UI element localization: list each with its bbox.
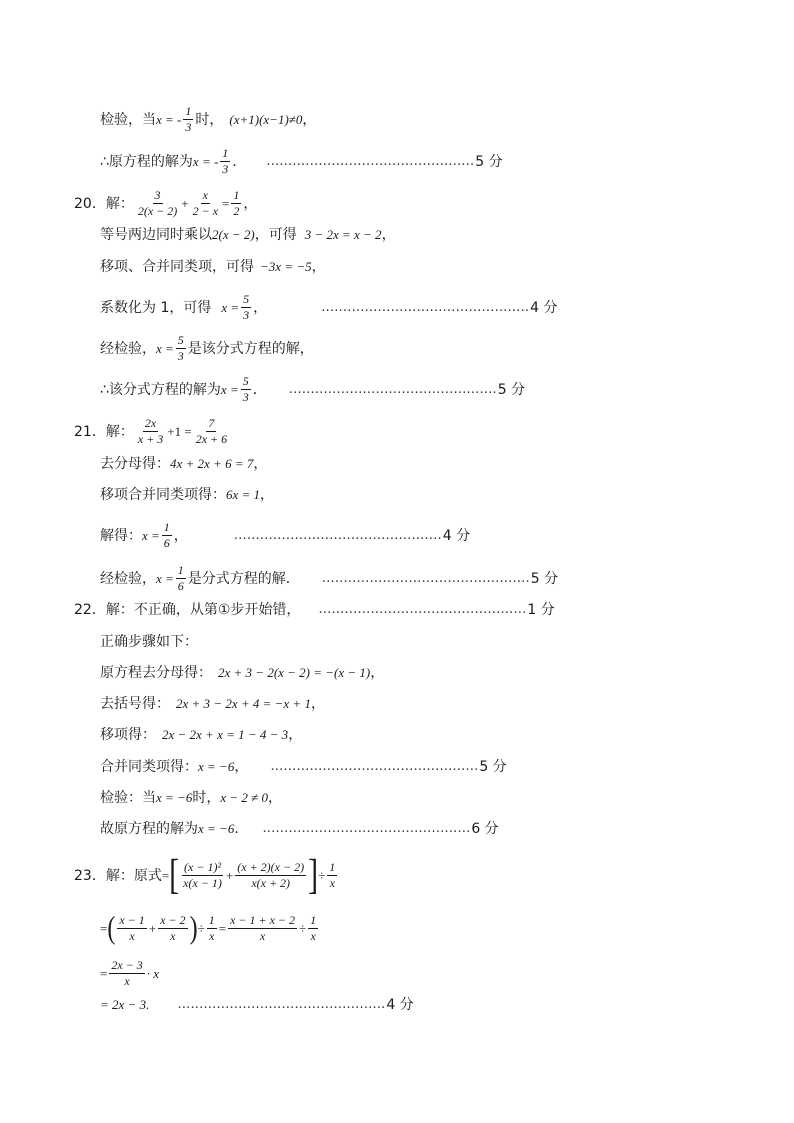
text: 系数化为 1，可得 xyxy=(100,299,212,316)
fraction: $\frac{1}{6}$ xyxy=(163,520,170,550)
text: 解：原式 xyxy=(105,867,162,884)
text: 移项合并同类项得： xyxy=(100,487,226,503)
text: 去分母得： xyxy=(100,456,170,472)
step-line xyxy=(100,257,326,277)
math: (x+1)(x−1)≠0 xyxy=(229,111,303,127)
step-line xyxy=(100,757,507,777)
score: 5 分 xyxy=(475,153,503,170)
score: 4 分 xyxy=(442,527,471,544)
text: 等号两边同时乘以 xyxy=(100,227,212,243)
text: 时， xyxy=(192,790,221,806)
text: ． xyxy=(234,821,249,837)
math: +1 = xyxy=(167,423,192,439)
fraction: 2x x + 3 xyxy=(137,416,164,446)
question-22 xyxy=(74,600,555,620)
text: 解： xyxy=(105,423,134,440)
fraction: $\frac{5}{3}$ xyxy=(242,374,249,404)
text: 去括号得： xyxy=(100,696,170,712)
leader-dots: ………………………………………… xyxy=(266,153,475,169)
math: 6x = 1 xyxy=(226,487,261,502)
math: x = xyxy=(156,570,174,586)
question-number: 22． xyxy=(74,602,106,618)
fraction: x − 1 x xyxy=(119,913,145,943)
step-line xyxy=(100,913,320,944)
step-line xyxy=(100,958,159,989)
fraction: 3 2(x − 2) xyxy=(137,188,178,218)
leader-dots: ………………………………………… xyxy=(318,602,527,617)
text: 经检验， xyxy=(100,570,156,587)
text: ， xyxy=(302,111,317,128)
text: 检验：当 xyxy=(100,790,156,806)
fraction: $\frac{1}{x}$ xyxy=(310,913,317,943)
text: ，可得 xyxy=(254,227,297,243)
math: = 2x − 3. xyxy=(100,997,150,1012)
solution-line-1 xyxy=(100,146,503,177)
math: 4x + 2x + 6 = 7 xyxy=(170,456,254,471)
text: ， xyxy=(253,456,268,472)
leader-dots: ………………………………………… xyxy=(233,527,442,543)
text: ， xyxy=(310,696,325,712)
math: 2x − 2x + x = 1 − 4 − 3 xyxy=(162,727,289,742)
step-line xyxy=(100,788,282,808)
text: 时， xyxy=(195,111,224,128)
text: 解得： xyxy=(100,527,142,544)
fraction: $\frac{x - 1 + x - 2}{x}$ xyxy=(230,913,295,943)
fraction: 1 3 xyxy=(222,146,229,176)
text: 检验，当 xyxy=(100,111,156,128)
text: ， xyxy=(173,527,188,544)
divide: ÷ xyxy=(299,920,307,936)
question-21 xyxy=(74,416,231,447)
step-line xyxy=(100,995,414,1015)
text: 移项、合并同类项，可得 xyxy=(100,259,254,275)
math: 3 − 2x = x − 2 xyxy=(304,227,382,242)
fraction: $\frac{2x - 3}{x}$ xyxy=(111,958,143,988)
math: x = - xyxy=(192,153,219,169)
math: −3x = −5 xyxy=(260,259,312,274)
text: ， xyxy=(253,299,268,316)
equals: = xyxy=(222,195,230,211)
equals: = xyxy=(100,965,108,981)
text: ∴该分式方程的解为 xyxy=(100,381,221,398)
math: x = xyxy=(220,381,239,397)
question-number: 20． xyxy=(74,195,106,212)
math: 2x + 3 − 2(x − 2) = −(x − 1) xyxy=(218,665,371,680)
math: x = −6 xyxy=(198,821,235,836)
text: ， xyxy=(288,727,303,743)
text: ， xyxy=(268,790,283,806)
fraction: $\frac{1}{6}$ xyxy=(177,563,184,593)
step-line xyxy=(100,333,314,364)
equals: = xyxy=(218,920,227,936)
fraction: $\frac{(x + 2)(x - 2)}{x(x + 2)}$ xyxy=(237,860,305,890)
step-line xyxy=(100,725,302,745)
step-line xyxy=(100,663,384,683)
step-line xyxy=(100,225,396,245)
step-line xyxy=(100,563,558,594)
text: ． xyxy=(232,153,247,170)
equals: = xyxy=(100,920,108,936)
divide: ÷ xyxy=(318,867,326,883)
math: x = −6 xyxy=(156,790,193,805)
text: 合并同类项得： xyxy=(100,759,198,775)
math: 2x + 3 − 2x + 4 = −x + 1 xyxy=(176,696,311,711)
math: x = xyxy=(221,299,240,315)
check-line-1 xyxy=(100,104,316,135)
text: 解： xyxy=(105,195,134,212)
leader-dots: ………………………………………… xyxy=(321,570,530,586)
plus: + xyxy=(148,920,157,936)
text: ， xyxy=(243,195,258,212)
step-line xyxy=(100,632,198,652)
text: 故原方程的解为 xyxy=(100,821,198,837)
text: ． xyxy=(252,381,267,398)
step-line xyxy=(100,454,267,474)
math: x = - xyxy=(156,111,182,127)
math: · x xyxy=(146,965,160,981)
math: x − 2 ≠ 0 xyxy=(220,790,269,805)
step-line xyxy=(100,292,558,323)
math: x = xyxy=(156,340,174,356)
text: ， xyxy=(381,227,396,243)
step-line xyxy=(100,520,470,551)
leader-dots: ………………………………………… xyxy=(270,759,479,774)
score: 6 分 xyxy=(471,821,499,837)
score: 4 分 xyxy=(530,299,558,316)
fraction: $\frac{1}{2}$ xyxy=(233,188,240,218)
text: 是该分式方程的解， xyxy=(187,340,314,357)
fraction: (x − 1)² x(x − 1) xyxy=(183,860,222,890)
leader-dots: ………………………………………… xyxy=(177,997,386,1012)
fraction: $\frac{7}{2x + 6}$ xyxy=(195,416,228,446)
question-20 xyxy=(74,188,257,219)
fraction: 1 3 xyxy=(185,104,192,134)
math: x = xyxy=(142,527,160,543)
question-number: 21． xyxy=(74,423,106,440)
right-paren: ) xyxy=(189,911,198,946)
leader-dots: ………………………………………… xyxy=(262,821,471,836)
text: 是分式方程的解． xyxy=(187,570,300,587)
score: 5 分 xyxy=(530,570,559,587)
score: 5 分 xyxy=(479,759,507,775)
divide: ÷ xyxy=(197,920,205,936)
math: 2(x − 2) xyxy=(212,227,255,242)
plus: + xyxy=(225,867,234,883)
left-paren: ( xyxy=(107,911,116,946)
solution-line xyxy=(100,374,525,405)
text: ， xyxy=(311,259,326,275)
text: 原方程去分母得： xyxy=(100,665,212,681)
text: ∴原方程的解为 xyxy=(100,153,193,170)
text: ， xyxy=(260,487,275,503)
plus: + xyxy=(181,195,189,211)
left-bracket: [ xyxy=(169,851,180,898)
fraction: $\frac{1}{x}$ xyxy=(208,913,215,943)
text: ， xyxy=(234,759,249,775)
equals: = xyxy=(161,867,170,883)
text: 经检验， xyxy=(100,340,156,357)
text: 正确步骤如下： xyxy=(100,634,198,650)
right-bracket: ] xyxy=(308,851,319,898)
score: 4 分 xyxy=(386,997,414,1013)
score: 1 分 xyxy=(527,602,555,618)
solution-line xyxy=(100,819,499,839)
question-23 xyxy=(74,851,339,898)
step-line xyxy=(100,694,325,714)
step-line xyxy=(100,485,274,505)
fraction: $\frac{5}{3}$ xyxy=(177,333,184,363)
fraction: $\frac{5}{3}$ xyxy=(243,292,250,322)
text: ， xyxy=(370,665,385,681)
score: 5 分 xyxy=(497,381,526,398)
question-number: 23． xyxy=(74,867,106,884)
fraction: $\frac{x - 2}{x}$ xyxy=(160,913,186,943)
text: 移项得： xyxy=(100,727,156,743)
leader-dots: ………………………………………… xyxy=(321,299,530,315)
fraction: $\frac{1}{x}$ xyxy=(329,860,336,890)
text: 解：不正确，从第①步开始错， xyxy=(105,602,301,618)
leader-dots: ………………………………………… xyxy=(288,381,497,397)
math: x = −6 xyxy=(198,759,235,774)
fraction: $\frac{x}{2 - x}$ xyxy=(192,188,219,218)
